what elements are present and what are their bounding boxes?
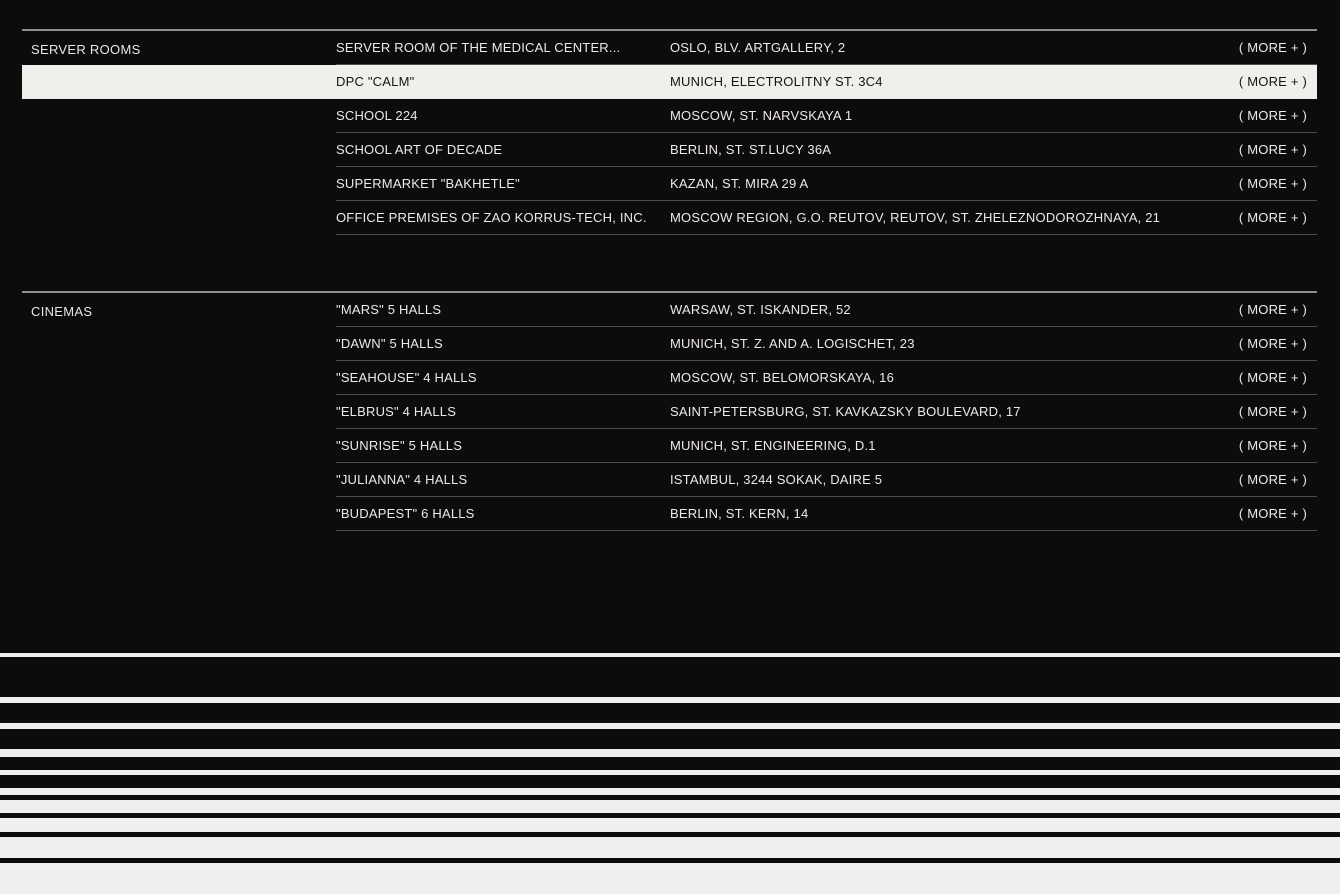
project-row-inner: [336, 395, 1317, 429]
black-stripe: [0, 757, 1340, 770]
project-row[interactable]: [22, 429, 1317, 463]
more-link[interactable]: ( MORE + ): [1238, 506, 1307, 521]
project-row[interactable]: [22, 497, 1317, 531]
project-row[interactable]: [22, 395, 1317, 429]
more-link[interactable]: ( MORE + ): [1238, 336, 1307, 351]
project-address: SAINT-PETERSBURG, ST. KAVKAZSKY BOULEVARD, 17: [670, 404, 1021, 419]
project-name: "MARS" 5 HALLS: [336, 302, 442, 317]
project-address: MOSCOW REGION, G.O. REUTOV, REUTOV, ST. ZHELEZNODOROZHNAYA, 21: [670, 210, 1161, 225]
project-row-inner: [336, 65, 1317, 99]
section-rows: [22, 31, 1317, 235]
project-row[interactable]: [22, 293, 1317, 327]
black-stripe: [0, 657, 1340, 697]
section-rows: [22, 293, 1317, 531]
category-label: CINEMAS: [31, 303, 93, 319]
project-address: MOSCOW, ST. BELOMORSKAYA, 16: [670, 370, 895, 385]
project-row-inner: [336, 497, 1317, 531]
project-name: "JULIANNA" 4 HALLS: [336, 472, 468, 487]
project-address: MUNICH, ST. ENGINEERING, D.1: [670, 438, 876, 453]
project-name: SCHOOL 224: [336, 108, 418, 123]
black-stripe: [0, 703, 1340, 723]
more-link[interactable]: ( MORE + ): [1238, 404, 1307, 419]
project-name: SUPERMARKET "BAKHETLE": [336, 176, 520, 191]
black-stripe: [0, 775, 1340, 788]
category-label: SERVER ROOMS: [31, 41, 141, 57]
project-address: BERLIN, ST. ST.LUCY 36A: [670, 142, 832, 157]
project-row-inner: [336, 167, 1317, 201]
white-stripe: [0, 863, 1340, 894]
project-row[interactable]: [22, 31, 1317, 65]
project-name: "ELBRUS" 4 HALLS: [336, 404, 457, 419]
project-name: OFFICE PREMISES OF ZAO KORRUS-TECH, INC.: [336, 210, 647, 225]
more-link[interactable]: ( MORE + ): [1238, 210, 1307, 225]
project-row[interactable]: [22, 361, 1317, 395]
more-link[interactable]: ( MORE + ): [1238, 370, 1307, 385]
project-name: SERVER ROOM OF THE MEDICAL CENTER...: [336, 40, 621, 55]
project-row-inner: [336, 99, 1317, 133]
project-name: DPC "CALM": [336, 74, 415, 89]
project-row-inner: [336, 133, 1317, 167]
more-link[interactable]: ( MORE + ): [1238, 108, 1307, 123]
section-server-rooms: [22, 29, 1317, 235]
white-stripe: [0, 749, 1340, 757]
project-row-inner: [336, 293, 1317, 327]
project-name: SCHOOL ART OF DECADE: [336, 142, 503, 157]
project-name: "SUNRISE" 5 HALLS: [336, 438, 463, 453]
project-name: "BUDAPEST" 6 HALLS: [336, 506, 475, 521]
project-name: "SEAHOUSE" 4 HALLS: [336, 370, 477, 385]
footer-stripes: [0, 653, 1340, 894]
project-row[interactable]: [22, 65, 1317, 99]
project-row-inner: [336, 361, 1317, 395]
white-stripe: [0, 788, 1340, 795]
section-cinemas: [22, 291, 1317, 531]
white-stripe: [0, 837, 1340, 858]
project-address: MOSCOW, ST. NARVSKAYA 1: [670, 108, 853, 123]
project-row-inner: [336, 429, 1317, 463]
project-row-inner: [336, 463, 1317, 497]
more-link[interactable]: ( MORE + ): [1238, 438, 1307, 453]
more-link[interactable]: ( MORE + ): [1238, 472, 1307, 487]
white-stripe: [0, 818, 1340, 832]
project-address: MUNICH, ELECTROLITNY ST. 3C4: [670, 74, 883, 89]
white-stripe: [0, 800, 1340, 813]
project-row[interactable]: [22, 463, 1317, 497]
project-row-inner: [336, 201, 1317, 235]
project-address: BERLIN, ST. KERN, 14: [670, 506, 809, 521]
project-address: OSLO, BLV. ARTGALLERY, 2: [670, 40, 846, 55]
more-link[interactable]: ( MORE + ): [1238, 40, 1307, 55]
project-address: ISTAMBUL, 3244 SOKAK, DAIRE 5: [670, 472, 883, 487]
more-link[interactable]: ( MORE + ): [1238, 74, 1307, 89]
project-row[interactable]: [22, 201, 1317, 235]
project-name: "DAWN" 5 HALLS: [336, 336, 443, 351]
project-row-inner: [336, 327, 1317, 361]
project-row[interactable]: [22, 99, 1317, 133]
project-row[interactable]: [22, 327, 1317, 361]
project-row[interactable]: [22, 167, 1317, 201]
project-address: WARSAW, ST. ISKANDER, 52: [670, 302, 851, 317]
project-address: MUNICH, ST. Z. AND A. LOGISCHET, 23: [670, 336, 915, 351]
black-stripe: [0, 729, 1340, 749]
more-link[interactable]: ( MORE + ): [1238, 142, 1307, 157]
project-row-inner: [336, 31, 1317, 65]
project-row[interactable]: [22, 133, 1317, 167]
more-link[interactable]: ( MORE + ): [1238, 176, 1307, 191]
more-link[interactable]: ( MORE + ): [1238, 302, 1307, 317]
project-address: KAZAN, ST. MIRA 29 A: [670, 176, 809, 191]
